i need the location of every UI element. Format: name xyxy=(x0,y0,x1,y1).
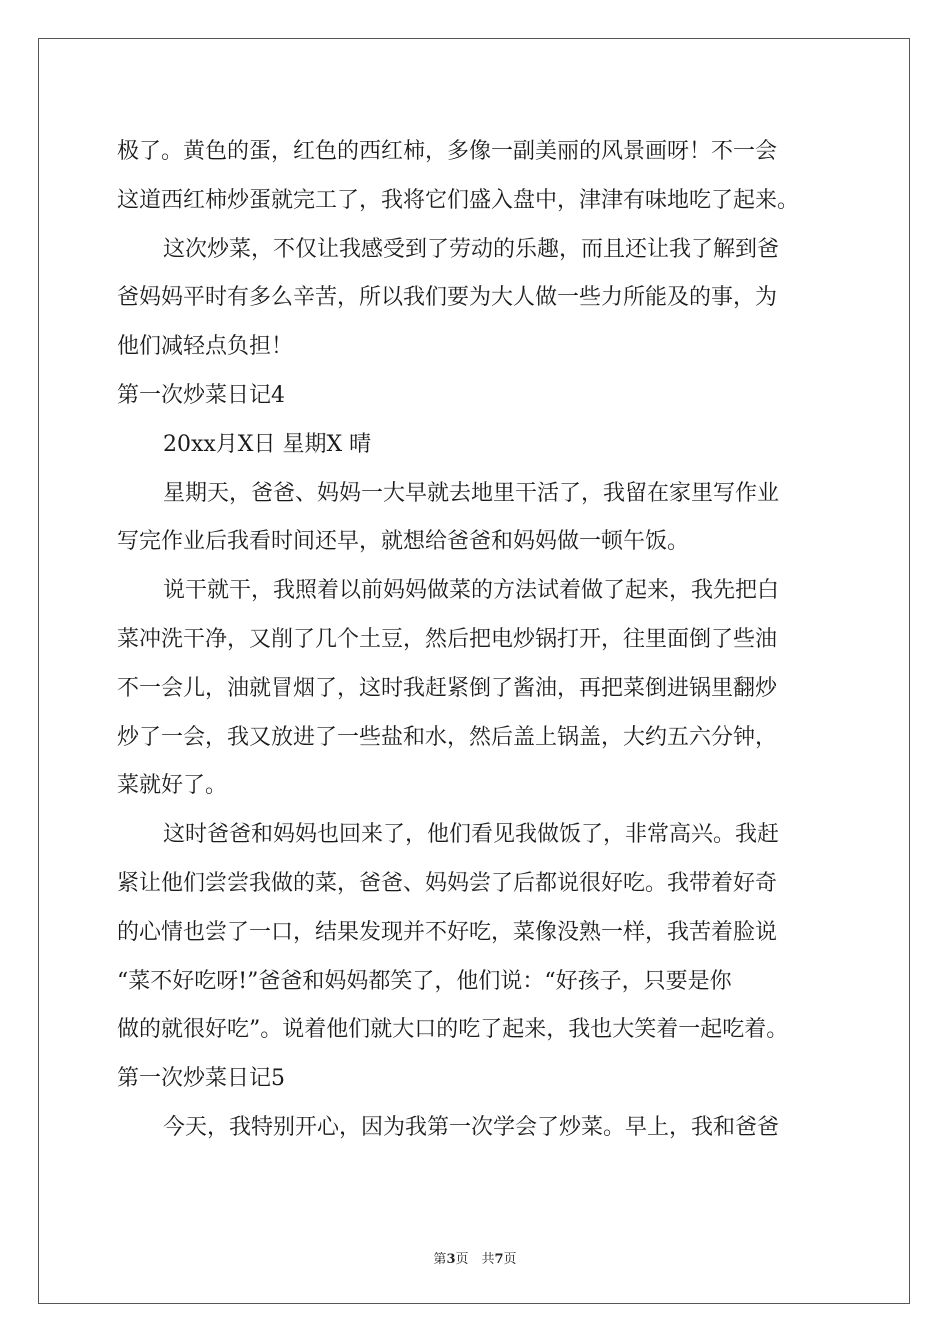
text-line: 这次炒菜，不仅让我感受到了劳动的乐趣，而且还让我了解到爸 xyxy=(163,236,780,262)
text-line: “菜不好吃呀!”爸爸和妈妈都笑了，他们说：“好孩子，只要是你 xyxy=(117,968,732,994)
text-line: 极了。黄色的蛋，红色的西红柿，多像一副美丽的风景画呀！不一会 xyxy=(117,139,778,164)
text-line: 写完作业后我看时间还早，就想给爸爸和妈妈做一顿午饭。 xyxy=(117,529,690,555)
text-line: 紧让他们尝尝我做的菜，爸爸、妈妈尝了后都说很好吃。我带着好奇 xyxy=(117,870,778,896)
text-line: 爸妈妈平时有多么辛苦，所以我们要为大人做一些力所能及的事，为 xyxy=(117,285,778,311)
footer-middle: 页 共 xyxy=(455,1252,495,1267)
text-line: 星期天，爸爸、妈妈一大早就去地里干活了，我留在家里写作业 xyxy=(163,480,780,506)
text-line: 他们减轻点负担！ xyxy=(117,334,294,360)
text-line: 炒了一会，我又放进了一些盐和水，然后盖上锅盖，大约五六分钟， xyxy=(117,724,778,750)
text-line: 说干就干，我照着以前妈妈做菜的方法试着做了起来，我先把白 xyxy=(163,578,780,604)
text-line: 菜冲洗干净，又削了几个土豆，然后把电炒锅打开，往里面倒了些油 xyxy=(117,626,778,652)
text-line: 菜就好了。 xyxy=(117,773,228,799)
text-line: 20xx月X日 星期X 晴 xyxy=(163,431,372,457)
text-line: 不一会儿，油就冒烟了，这时我赶紧倒了酱油，再把菜倒进锅里翻炒 xyxy=(117,675,778,701)
text-line: 做的就很好吃”。说着他们就大口的吃了起来，我也大笑着一起吃着。 xyxy=(117,1017,789,1043)
text-line: 第一次炒菜日记4 xyxy=(117,382,285,408)
current-page-number: 3 xyxy=(446,1252,456,1267)
footer-suffix: 页 xyxy=(503,1252,517,1267)
text-line: 的心情也尝了一口，结果发现并不好吃，菜像没熟一样，我苦着脸说 xyxy=(117,919,778,945)
text-line: 第一次炒菜日记5 xyxy=(117,1066,285,1092)
total-pages-number: 7 xyxy=(494,1252,504,1267)
text-line: 今天，我特别开心，因为我第一次学会了炒菜。早上，我和爸爸 xyxy=(163,1114,780,1140)
footer-prefix: 第 xyxy=(433,1252,447,1267)
document-body xyxy=(117,128,857,1153)
text-line: 这时爸爸和妈妈也回来了，他们看见我做饭了，非常高兴。我赶 xyxy=(163,822,780,848)
text-line: 这道西红柿炒蛋就完工了，我将它们盛入盘中，津津有味地吃了起来。 xyxy=(117,187,800,213)
page-footer xyxy=(0,1248,950,1267)
